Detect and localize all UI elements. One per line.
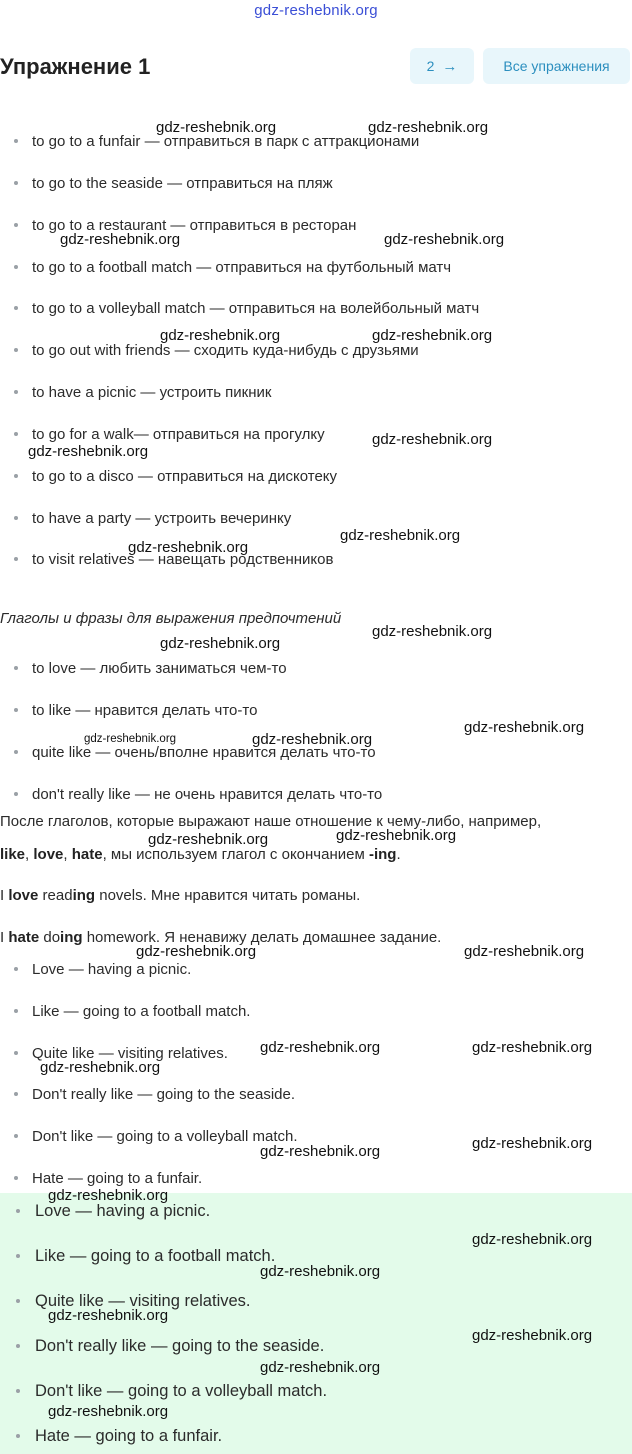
bullet-icon [16,1389,20,1393]
watermark: gdz-reshebnik.org [252,731,373,748]
list-item: to go to the seaside — отправиться на пляж [14,175,333,192]
watermark: gdz-reshebnik.org [60,231,181,248]
bullet-icon [14,1051,18,1055]
list-item: to go to a volleyball match — отправиться на волейбольный матч [14,300,479,317]
watermark: gdz-reshebnik.org [136,943,257,960]
answer-item: Love — having a picnic. [14,961,191,978]
bullet-icon [14,348,18,352]
arrow-right-icon: → [442,57,458,75]
next-exercise-label: 2 [426,58,435,74]
watermark: gdz-reshebnik.org [160,327,281,344]
watermark: gdz-reshebnik.org [28,443,149,460]
bullet-icon [14,474,18,478]
list-item: to have a picnic — устроить пикник [14,384,271,401]
answer-item: Like — going to a football match. [14,1003,250,1020]
watermark: gdz-reshebnik.org [128,539,249,556]
list-item: to go for a walk— отправиться на прогулку [14,426,325,443]
bullet-icon [14,1009,18,1013]
watermark: gdz-reshebnik.org [48,1403,169,1420]
highlighted-answer-item: Don't really like — going to the seaside. [16,1337,324,1356]
bullet-icon [14,181,18,185]
watermark: gdz-reshebnik.org [472,1327,593,1344]
bullet-icon [16,1254,20,1258]
all-exercises-button[interactable]: Все упражнения [483,48,630,84]
answer-item: Don't like — going to a volleyball match. [14,1128,298,1145]
watermark: gdz-reshebnik.org [372,431,493,448]
watermark: gdz-reshebnik.org [160,635,281,652]
answer-item: Don't really like — going to the seaside. [14,1086,295,1103]
watermark: gdz-reshebnik.org [472,1231,593,1248]
watermark: gdz-reshebnik.org [464,719,585,736]
bullet-icon [16,1344,20,1348]
highlighted-answer-item: Hate — going to a funfair. [16,1427,222,1446]
list-item: quite like — очень/вполне нравится делать что-то [14,744,376,761]
watermark: gdz-reshebnik.org [372,327,493,344]
grammar-text-line1: После глаголов, которые выражают наше отношение к чему-либо, например, [0,813,542,830]
example-sentence: I hate doing homework. Я ненавижу делать домашнее задание. [0,929,442,946]
watermark: gdz-reshebnik.org [464,943,585,960]
list-item: to like — нравится делать что-то [14,702,257,719]
bullet-icon [14,666,18,670]
bullet-icon [14,750,18,754]
watermark: gdz-reshebnik.org [48,1187,169,1204]
watermark: gdz-reshebnik.org [372,623,493,640]
list-item: to love — любить заниматься чем-то [14,660,287,677]
bullet-icon [14,265,18,269]
list-item: to have a party — устроить вечеринку [14,510,291,527]
bullet-icon [14,1092,18,1096]
site-watermark-top: gdz-reshebnik.org [254,2,378,19]
watermark: gdz-reshebnik.org [260,1039,381,1056]
next-exercise-button[interactable] [410,48,474,84]
watermark: gdz-reshebnik.org [260,1263,381,1280]
highlighted-answer-item: Like — going to a football match. [16,1247,275,1266]
watermark: gdz-reshebnik.org [84,733,177,745]
highlighted-answer-item: Don't like — going to a volleyball match. [16,1382,327,1401]
bullet-icon [14,1176,18,1180]
bullet-icon [14,306,18,310]
bullet-icon [16,1434,20,1438]
bullet-icon [14,432,18,436]
section-heading: Глаголы и фразы для выражения предпочтений [0,610,342,627]
watermark: gdz-reshebnik.org [336,827,457,844]
bullet-icon [14,139,18,143]
watermark: gdz-reshebnik.org [40,1059,161,1076]
watermark: gdz-reshebnik.org [340,527,461,544]
watermark: gdz-reshebnik.org [472,1135,593,1152]
list-item: to go out with friends — сходить куда-нибудь с друзьями [14,342,419,359]
answer-item: Quite like — visiting relatives. [14,1045,228,1062]
bullet-icon [14,223,18,227]
bullet-icon [16,1299,20,1303]
bullet-icon [14,516,18,520]
watermark: gdz-reshebnik.org [384,231,505,248]
bullet-icon [14,1134,18,1138]
list-item: to go to a restaurant — отправиться в ресторан [14,217,356,234]
list-item: don't really like — не очень нравится делать что-то [14,786,382,803]
list-item: to go to a football match — отправиться на футбольный матч [14,259,451,276]
watermark: gdz-reshebnik.org [472,1039,593,1056]
bullet-icon [14,967,18,971]
watermark: gdz-reshebnik.org [260,1143,381,1160]
bullet-icon [14,557,18,561]
highlighted-answer-item: Quite like — visiting relatives. [16,1292,251,1311]
list-item: to visit relatives — навещать родственников [14,551,333,568]
answer-item: Hate — going to a funfair. [14,1170,202,1187]
watermark: gdz-reshebnik.org [368,119,489,136]
watermark: gdz-reshebnik.org [260,1359,381,1376]
page-title: Упражнение 1 [0,54,151,79]
watermark: gdz-reshebnik.org [48,1307,169,1324]
watermark: gdz-reshebnik.org [156,119,277,136]
example-sentence: I love reading novels. Мне нравится читать романы. [0,887,361,904]
list-item: to go to a disco — отправиться на дискотеку [14,468,337,485]
bullet-icon [16,1209,20,1213]
highlighted-answer-item: Love — having a picnic. [16,1202,210,1221]
bullet-icon [14,390,18,394]
list-item: to go to a funfair — отправиться в парк с аттракционами [14,133,419,150]
watermark: gdz-reshebnik.org [148,831,269,848]
bullet-icon [14,792,18,796]
grammar-text-line2: like, love, hate, мы используем глагол с окончанием -ing. [0,846,401,863]
bullet-icon [14,708,18,712]
